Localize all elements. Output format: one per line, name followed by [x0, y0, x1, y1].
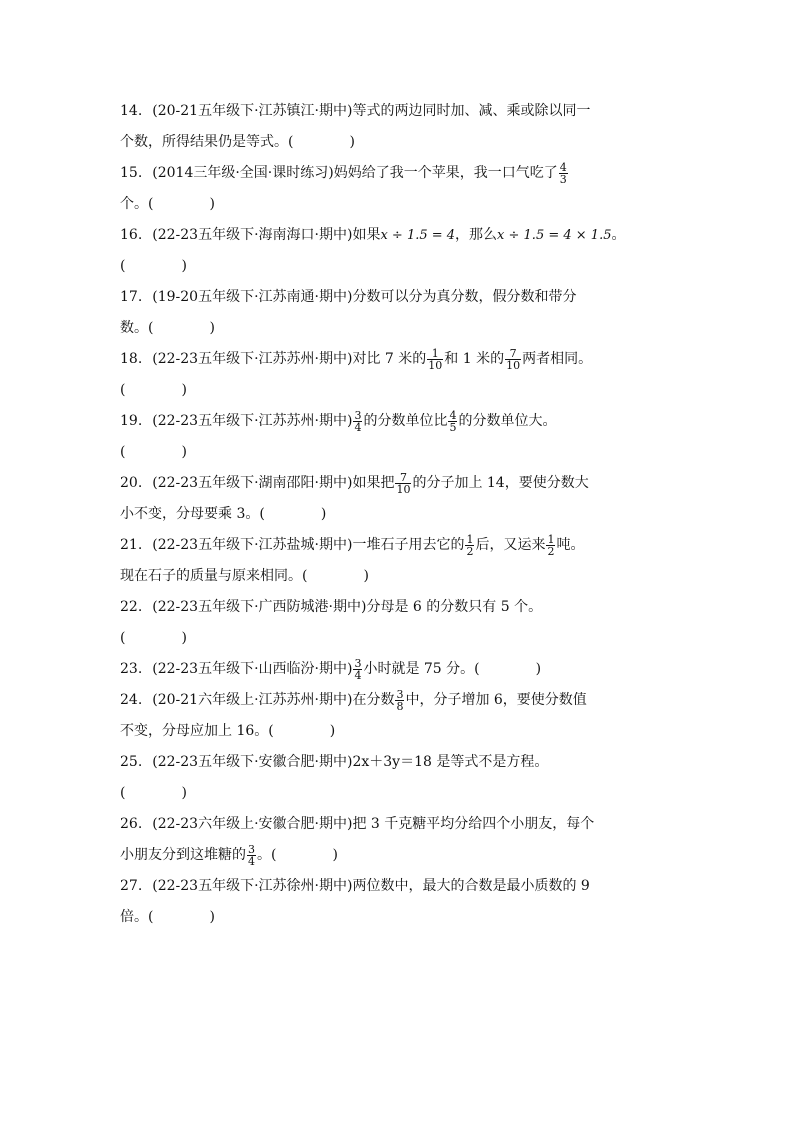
question-21-line-2: [120, 561, 672, 592]
question-text: 和 1 米的: [444, 351, 505, 367]
question-text: 。: [257, 847, 271, 863]
question-source: (22-23五年级下·湖南邵阳·期中): [152, 475, 353, 491]
question-17-line-2: [120, 313, 672, 344]
question-number: 25.: [120, 754, 143, 770]
answer-blank[interactable]: ( ): [271, 847, 338, 863]
question-14-line-1: [120, 96, 672, 127]
question-number: 18.: [120, 351, 143, 367]
question-19-line-2: [120, 437, 672, 468]
answer-blank[interactable]: ( ): [302, 568, 369, 584]
question-text: 后，又运来: [475, 537, 546, 553]
answer-blank[interactable]: ( ): [474, 661, 542, 677]
fraction: $\frac{1}{10}$: [428, 346, 443, 372]
question-source: (22-23五年级下·安徽合肥·期中): [152, 754, 353, 770]
question-source: (22-23六年级上·安徽合肥·期中): [152, 816, 353, 832]
question-text: 两者相同。: [522, 351, 593, 367]
question-list: [120, 96, 672, 933]
answer-blank[interactable]: ( ): [120, 785, 187, 801]
question-text: 对比 7 米的: [352, 351, 427, 367]
question-text: 2x＋3y＝18 是等式不是方程。: [352, 754, 549, 770]
question-22-line-2: [120, 623, 672, 654]
fraction: $\frac{3}{8}$: [396, 687, 404, 713]
question-source: (20-21五年级下·江苏镇江·期中): [152, 103, 353, 119]
question-20-line-1: [120, 468, 672, 499]
question-25-line-2: [120, 778, 672, 809]
question-number: 21.: [120, 537, 143, 553]
answer-blank[interactable]: ( ): [120, 258, 187, 274]
question-text: 如果: [352, 227, 381, 243]
question-text: 分数可以分为真分数，假分数和带分: [352, 289, 577, 305]
question-number: 23.: [120, 661, 143, 677]
question-source: (22-23五年级下·江苏苏州·期中): [152, 351, 353, 367]
equation: x ÷ 1.5 = 4: [380, 228, 456, 243]
fraction: $\frac{3}{4}$: [248, 842, 255, 868]
question-source: (2014三年级·全国·课时练习): [152, 165, 334, 181]
equation: x ÷ 1.5 = 4 × 1.5: [497, 228, 612, 243]
question-source: (22-23五年级下·江苏苏州·期中): [152, 413, 353, 429]
question-23-line-1: [120, 654, 672, 685]
question-27-line-2: [120, 902, 672, 933]
question-text: 在分数: [352, 692, 395, 708]
question-24-line-2: [120, 716, 672, 747]
question-19-line-1: [120, 406, 672, 437]
question-number: 19.: [120, 413, 143, 429]
question-source: (22-23五年级下·海南海口·期中): [152, 227, 353, 243]
question-source: (22-23五年级下·山西临汾·期中): [152, 661, 353, 677]
answer-blank[interactable]: ( ): [120, 382, 187, 398]
question-text: 现在石子的质量与原来相同。: [120, 568, 302, 584]
question-source: (20-21六年级上·江苏苏州·期中): [152, 692, 353, 708]
question-number: 20.: [120, 475, 143, 491]
question-number: 14.: [120, 103, 143, 119]
question-text: 个数，所得结果仍是等式。: [120, 134, 288, 150]
answer-blank[interactable]: ( ): [120, 444, 187, 460]
question-number: 26.: [120, 816, 143, 832]
fraction: $\frac{4}{3}$: [559, 160, 567, 186]
question-number: 27.: [120, 878, 143, 894]
question-text: 倍。: [120, 909, 148, 925]
question-25-line-1: [120, 747, 672, 778]
question-text: 妈妈给了我一个苹果，我一口气吃了: [333, 165, 558, 181]
question-text: 两位数中，最大的合数是最小质数的 9: [352, 878, 590, 894]
question-source: (19-20五年级下·江苏南通·期中): [152, 289, 353, 305]
question-20-line-2: [120, 499, 672, 530]
answer-blank[interactable]: ( ): [148, 320, 215, 336]
question-text: 的分子加上 14，要使分数大: [412, 475, 589, 491]
answer-blank[interactable]: ( ): [120, 630, 187, 646]
question-source: (22-23五年级下·广西防城港·期中): [152, 599, 367, 615]
question-18-line-2: [120, 375, 672, 406]
question-16-line-2: [120, 251, 672, 282]
question-17-line-1: [120, 282, 672, 313]
answer-blank[interactable]: ( ): [259, 506, 327, 522]
question-text: 数。: [120, 320, 148, 336]
question-number: 15.: [120, 165, 143, 181]
question-15-line-2: [120, 189, 672, 220]
question-text: 个。: [120, 196, 148, 212]
question-26-line-2: [120, 840, 672, 871]
fraction: $\frac{1}{2}$: [466, 532, 474, 558]
question-26-line-1: [120, 809, 672, 840]
question-text: 等式的两边同时加、减、乘或除以同一: [352, 103, 591, 119]
question-27-line-1: [120, 871, 672, 902]
question-text: 如果把: [352, 475, 395, 491]
fraction: $\frac{1}{2}$: [547, 532, 555, 558]
question-text: 小时就是 75 分。: [363, 661, 475, 677]
question-21-line-1: [120, 530, 672, 561]
question-text: 把 3 千克糖平均分给四个小朋友，每个: [352, 816, 595, 832]
question-number: 22.: [120, 599, 143, 615]
question-16-line-1: [120, 220, 672, 251]
question-24-line-1: [120, 685, 672, 716]
question-text: 小朋友分到这堆糖的: [120, 847, 246, 863]
question-text: 一堆石子用去它的: [352, 537, 465, 553]
fraction: $\frac{7}{10}$: [506, 346, 521, 372]
fraction: $\frac{3}{4}$: [354, 656, 362, 682]
question-18-line-1: [120, 344, 672, 375]
question-text: 小不变，分母要乘 3。: [120, 506, 260, 522]
fraction: $\frac{4}{5}$: [449, 408, 457, 434]
question-text: 的分数单位大。: [458, 413, 557, 429]
question-text: 吨。: [556, 537, 585, 553]
fraction: $\frac{7}{10}$: [396, 470, 411, 496]
question-text: 。: [611, 227, 626, 243]
fraction: $\frac{3}{4}$: [354, 408, 362, 434]
answer-blank[interactable]: ( ): [148, 909, 215, 925]
question-number: 16.: [120, 227, 143, 243]
question-22-line-1: [120, 592, 672, 623]
answer-blank[interactable]: ( ): [148, 196, 215, 212]
question-text: 分母是 6 的分数只有 5 个。: [366, 599, 543, 615]
question-number: 24.: [120, 692, 143, 708]
question-number: 17.: [120, 289, 143, 305]
question-15-line-1: [120, 158, 672, 189]
answer-blank[interactable]: ( ): [288, 134, 355, 150]
question-14-line-2: [120, 127, 672, 158]
question-text: 中，分子增加 6，要使分数值: [405, 692, 587, 708]
question-source: (22-23五年级下·江苏盐城·期中): [152, 537, 353, 553]
question-text: 的分数单位比: [363, 413, 448, 429]
answer-blank[interactable]: ( ): [268, 723, 336, 739]
question-text: ，那么: [455, 227, 498, 243]
question-source: (22-23五年级下·江苏徐州·期中): [152, 878, 353, 894]
question-text: 不变，分母应加上 16。: [120, 723, 269, 739]
